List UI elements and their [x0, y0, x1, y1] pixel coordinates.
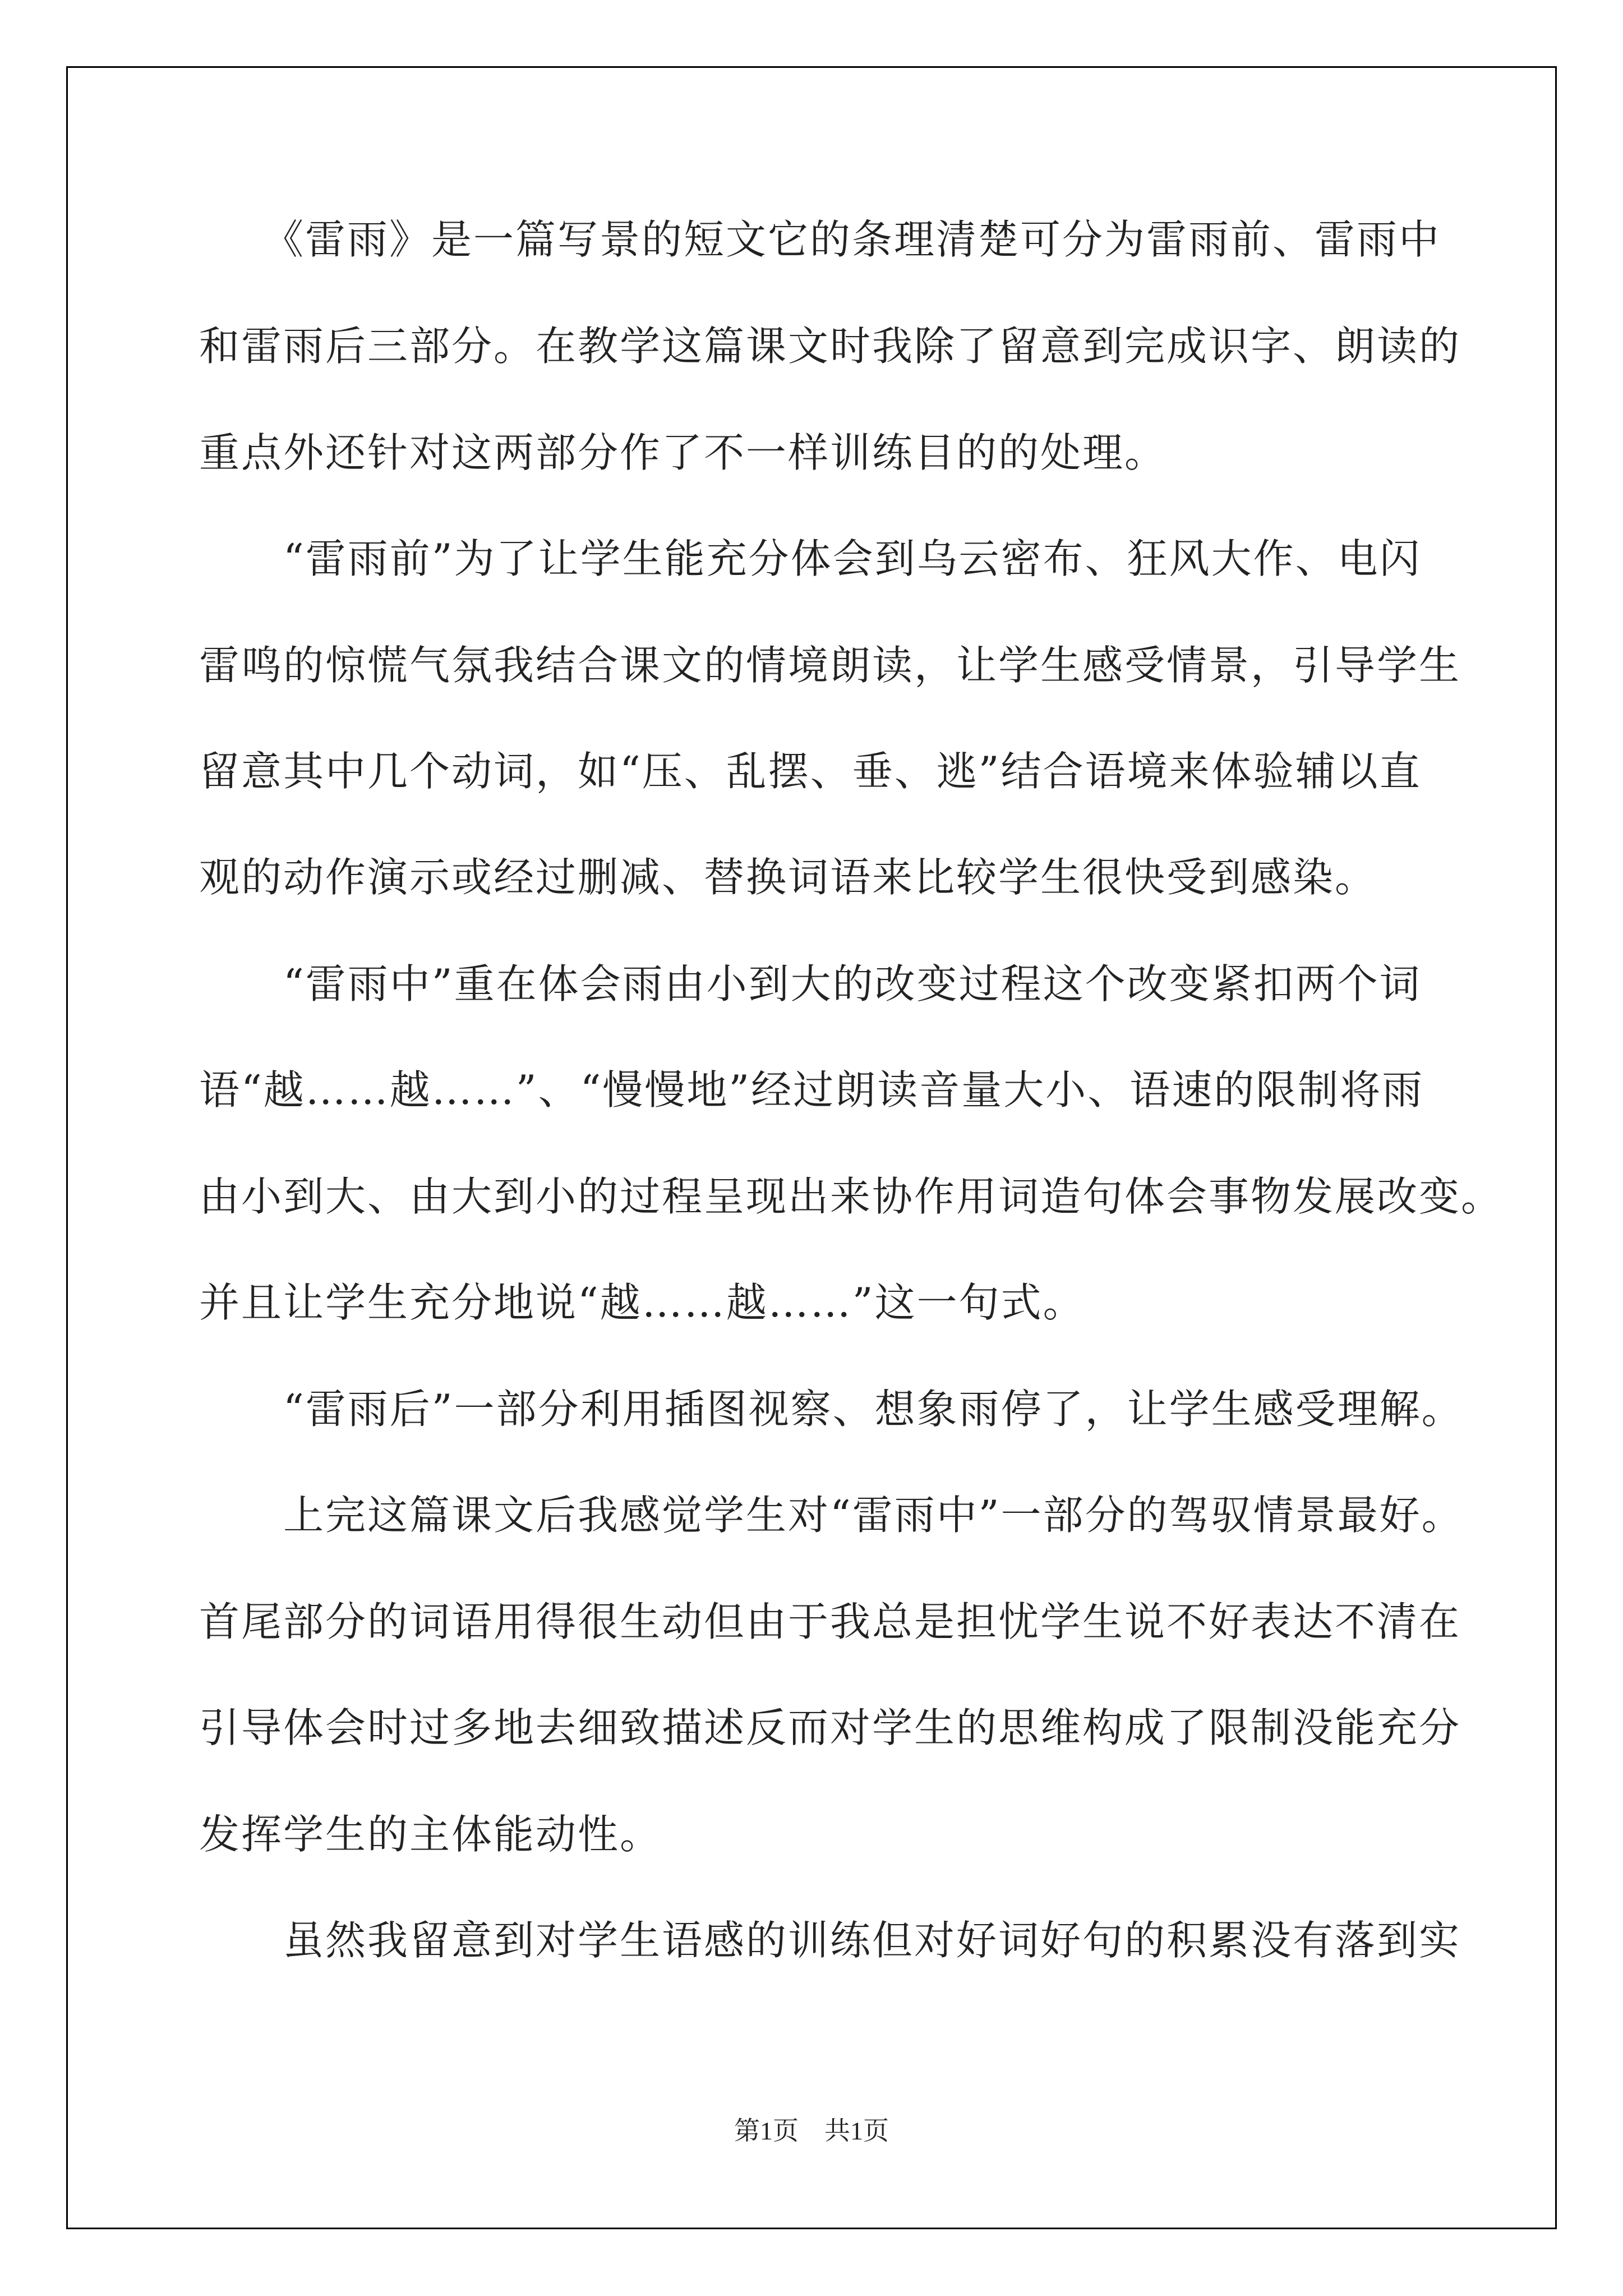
text-line: 留意其中几个动词，如“压、乱摆、垂、逃”结合语境来体验辅以直	[199, 748, 1422, 795]
text-line: 并且让学生充分地说“越……越……”这一句式。	[199, 1279, 1085, 1326]
text-line: 虽然我留意到对学生语感的训练但对好词好句的积累没有落到实	[199, 1917, 1461, 1964]
text-line: 语“越……越……”、“慢慢地”经过朗读音量大小、语速的限制将雨	[199, 1066, 1424, 1114]
text-line: 雷鸣的惊慌气氛我结合课文的情境朗读，让学生感受情景，引导学生	[199, 642, 1461, 689]
text-line: 观的动作演示或经过删减、替换词语来比较学生很快受到感染。	[199, 854, 1377, 901]
text-line: 发挥学生的主体能动性。	[199, 1811, 662, 1858]
text-line: “雷雨后”一部分利用插图视察、想象雨停了，让学生感受理解。	[199, 1386, 1464, 1433]
page-total: 共1页	[824, 2116, 889, 2145]
page-footer	[0, 2110, 1623, 2147]
text-line: 和雷雨后三部分。在教学这篇课文时我除了留意到完成识字、朗读的	[199, 323, 1461, 370]
text-line: 首尾部分的词语用得很生动但由于我总是担忧学生说不好表达不清在	[199, 1598, 1461, 1645]
text-line: “雷雨中”重在体会雨由小到大的改变过程这个改变紧扣两个词	[199, 960, 1422, 1007]
text-line: 引导体会时过多地去细致描述反而对学生的思维构成了限制没能充分	[199, 1704, 1461, 1751]
text-line: 重点外还针对这两部分作了不一样训练目的的处理。	[199, 429, 1167, 476]
text-line: 上完这篇课文后我感觉学生对“雷雨中”一部分的驾驭情景最好。	[199, 1492, 1464, 1539]
text-line: 《雷雨》是一篇写景的短文它的条理清楚可分为雷雨前、雷雨中	[199, 216, 1441, 263]
page-number: 第1页	[734, 2116, 799, 2145]
text-line: “雷雨前”为了让学生能充分体会到乌云密布、狂风大作、电闪	[199, 535, 1422, 582]
text-line: 由小到大、由大到小的过程呈现出来协作用词造句体会事物发展改变。	[199, 1173, 1504, 1220]
page-border	[66, 66, 1557, 2229]
